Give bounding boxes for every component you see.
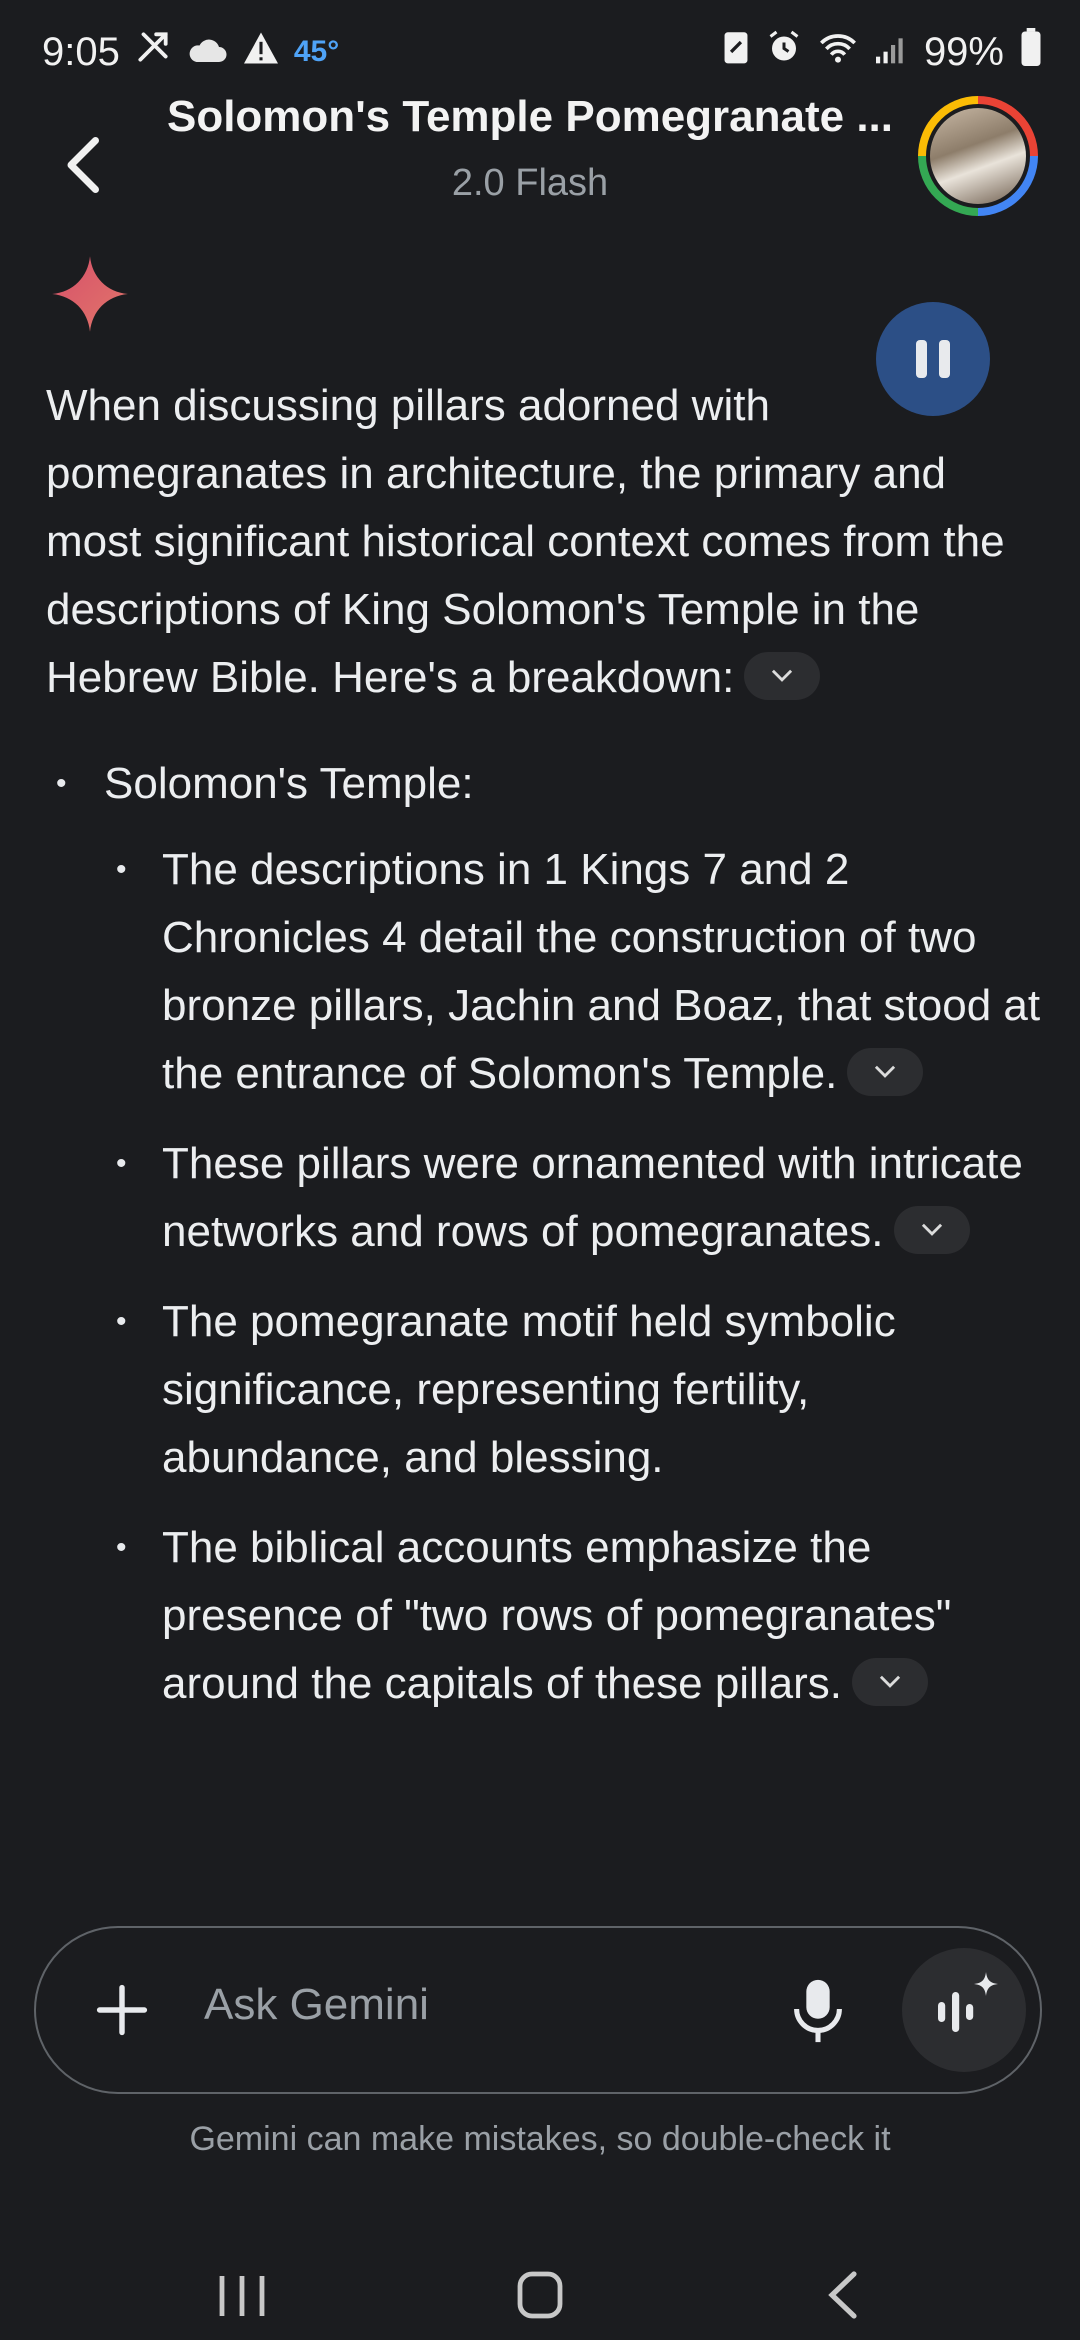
disclaimer-text: Gemini can make mistakes, so double-check it: [189, 2120, 891, 2158]
list-item: • These pillars were ornamented with intricate networks and rows of pomegranates.: [104, 1130, 1046, 1266]
cloud-icon: [186, 30, 228, 75]
gemini-spark-icon: [48, 252, 132, 336]
arrow-back-icon: [50, 130, 120, 200]
source-chip[interactable]: [852, 1658, 928, 1706]
recent-apps-button[interactable]: [202, 2260, 282, 2330]
system-back-button[interactable]: [806, 2260, 886, 2330]
conversation-header: [0, 92, 1080, 260]
model-label: 2.0 Flash: [451, 162, 609, 204]
recents-icon: [202, 2260, 282, 2330]
prompt-input-bar: [34, 1926, 1042, 2094]
prompt-input[interactable]: Ask Gemini: [204, 1980, 429, 2029]
microphone-button[interactable]: [788, 1976, 848, 2046]
conversation-title: Solomon's Temple Pomegranate ...: [166, 92, 894, 141]
chevron-down-icon: [769, 667, 795, 685]
chevron-left-icon: [806, 2260, 886, 2330]
source-chip[interactable]: [744, 652, 820, 700]
response-intro: When discussing pillars adorned with pomegranates in architecture, the primary and most significant historical context comes from the descriptions of King Solomon's Temple in the Hebrew Bible. Here's a breakdown:: [46, 381, 1005, 702]
list-item: • The biblical accounts emphasize the presence of "two rows of pomegranates" around the capitals of these pillars.: [104, 1514, 1046, 1718]
bullet-list: [104, 836, 1046, 1718]
source-chip[interactable]: [847, 1048, 923, 1096]
plus-icon: [90, 1978, 154, 2042]
section-title: Solomon's Temple:: [104, 759, 474, 808]
wifi-icon: [818, 30, 858, 75]
alarm-icon: [766, 29, 802, 75]
chevron-down-icon: [872, 1063, 898, 1081]
battery-icon: [1020, 28, 1042, 76]
weather-temperature: 45°: [293, 35, 340, 68]
live-waveform-icon: [902, 1948, 1026, 2072]
list-item: • The pomegranate motif held symbolic significance, representing fertility, abundance, and blessing.: [104, 1288, 1046, 1492]
avatar[interactable]: [926, 104, 1030, 208]
tools-icon: [134, 28, 172, 76]
chevron-down-icon: [877, 1673, 903, 1691]
title-block[interactable]: [150, 92, 910, 205]
back-button[interactable]: [50, 130, 120, 200]
source-chip[interactable]: [894, 1206, 970, 1254]
gemini-live-button[interactable]: [902, 1948, 1026, 2072]
status-bar: [0, 0, 1080, 100]
signal-icon: [874, 30, 908, 75]
status-time: 9:05: [42, 29, 120, 74]
warning-icon: [242, 30, 280, 75]
home-button[interactable]: [500, 2260, 580, 2330]
section-list: [46, 750, 1046, 1718]
nfc-icon: [722, 29, 750, 75]
system-navigation-bar: [0, 2240, 1080, 2340]
response-content: [46, 372, 1046, 1740]
home-icon: [500, 2260, 580, 2330]
chevron-down-icon: [919, 1221, 945, 1239]
list-item: • The descriptions in 1 Kings 7 and 2 Chronicles 4 detail the construction of two bronze pillars, Jachin and Boaz, that stood at the entrance of Solomon's Temple.: [104, 836, 1046, 1108]
microphone-icon: [788, 1976, 848, 2046]
list-item: [46, 750, 1046, 1718]
battery-percent: 99%: [923, 29, 1004, 74]
add-attachment-button[interactable]: [90, 1978, 154, 2042]
